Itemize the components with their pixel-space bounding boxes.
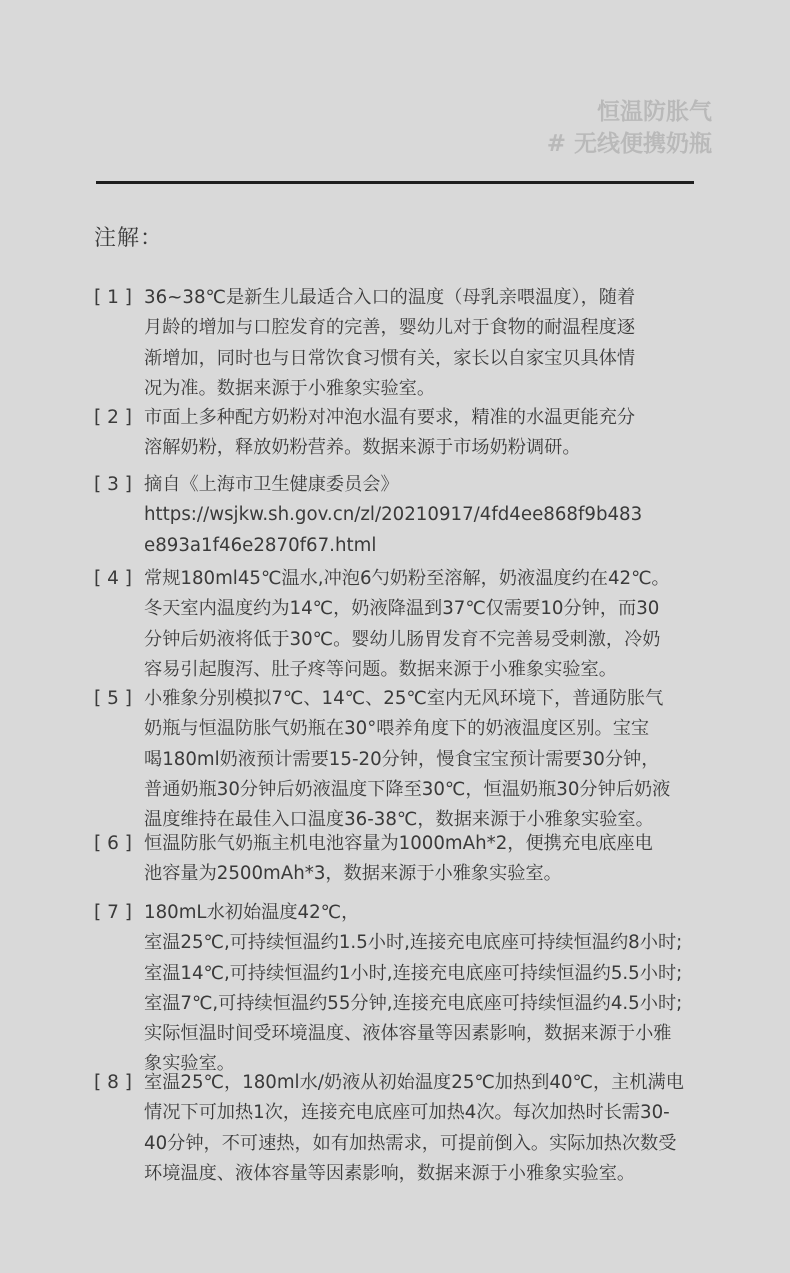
- note-line: 摘自《上海市卫生健康委员会》: [144, 474, 399, 495]
- note-number: [ 1 ]: [94, 287, 132, 308]
- note-line: 环境温度、液体容量等因素影响，数据来源于小雅象实验室。: [144, 1162, 636, 1184]
- note-line: 常规180ml45℃温水,冲泡6勺奶粉至溶解，奶液温度约在42℃。: [144, 568, 670, 589]
- note-line: 普通奶瓶30分钟后奶液温度下降至30℃，恒温奶瓶30分钟后奶液: [144, 778, 671, 800]
- note-line: 分钟后奶液将低于30℃。婴幼儿肠胃发育不完善易受刺激，冷奶: [144, 628, 661, 650]
- note-line: 象实验室。: [144, 1053, 235, 1075]
- note-line: 室温7℃,可持续恒温约55分钟,连接充电底座可持续恒温约4.5小时;: [144, 992, 683, 1014]
- note-number: [ 3 ]: [94, 474, 132, 495]
- header-divider: [96, 181, 694, 184]
- note-number: [ 2 ]: [94, 407, 132, 428]
- note-line: 奶瓶与恒温防胀气奶瓶在30°喂养角度下的奶液温度区别。宝宝: [144, 718, 650, 740]
- note-line: 容易引起腹泻、肚子疼等问题。数据来源于小雅象实验室。: [144, 658, 617, 680]
- note-text: [144, 684, 749, 835]
- note-line: 况为准。数据来源于小雅象实验室。: [144, 377, 436, 399]
- note-line: 40分钟，不可速热，如有加热需求，可提前倒入。实际加热次数受: [144, 1132, 677, 1154]
- brand-header: [547, 96, 712, 160]
- note-line: 溶解奶粉，释放奶粉营养。数据来源于市场奶粉调研。: [144, 437, 581, 459]
- note-line: 小雅象分别模拟7℃、14℃、25℃室内无风环境下，普通防胀气: [144, 688, 664, 709]
- note-line: 室温14℃,可持续恒温约1小时,连接充电底座可持续恒温约5.5小时;: [144, 962, 683, 984]
- brand-title: 恒温防胀气: [597, 99, 712, 125]
- note-text: [144, 470, 749, 561]
- note-line: 36~38℃是新生儿最适合入口的温度（母乳亲喂温度），随着: [144, 287, 636, 308]
- note-text: [144, 403, 749, 464]
- note-line: 实际恒温时间受环境温度、液体容量等因素影响，数据来源于小雅: [144, 1023, 672, 1045]
- note-line: 室温25℃，180ml水/奶液从初始温度25℃加热到40℃，主机满电: [144, 1072, 684, 1093]
- note-line: 池容量为2500mAh*3，数据来源于小雅象实验室。: [144, 863, 562, 885]
- brand-subtitle: # 无线便携奶瓶: [546, 131, 712, 157]
- note-line: 市面上多种配方奶粉对冲泡水温有要求，精准的水温更能充分: [144, 407, 636, 428]
- note-text: [144, 1068, 749, 1189]
- note-text: [144, 829, 749, 890]
- note-text: [144, 283, 749, 404]
- note-number: [ 6 ]: [94, 833, 132, 854]
- note-link: e893a1f46e2870f67.html: [144, 534, 377, 556]
- note-number: [ 5 ]: [94, 688, 132, 709]
- note-line: 室温25℃,可持续恒温约1.5小时,连接充电底座可持续恒温约8小时;: [144, 932, 683, 954]
- note-line: 渐增加，同时也与日常饮食习惯有关，家长以自家宝贝具体情: [144, 347, 636, 369]
- note-number: [ 7 ]: [94, 902, 132, 923]
- note-link: https://wsjkw.sh.gov.cn/zl/20210917/4fd4ee868f9b483: [144, 504, 643, 526]
- note-line: 喝180ml奶液预计需要15-20分钟，慢食宝宝预计需要30分钟，: [144, 748, 660, 770]
- note-line: 冬天室内温度约为14℃，奶液降温到37℃仅需要10分钟，而30: [144, 598, 660, 620]
- note-number: [ 8 ]: [94, 1072, 132, 1093]
- note-line: 情况下可加热1次，连接充电底座可加热4次。每次加热时长需30-: [144, 1102, 670, 1124]
- notes-heading: 注解：: [94, 226, 164, 251]
- note-line: 月龄的增加与口腔发育的完善，婴幼儿对于食物的耐温程度逐: [144, 317, 636, 339]
- note-number: [ 4 ]: [94, 568, 132, 589]
- note-line: 恒温防胀气奶瓶主机电池容量为1000mAh*2，便携充电底座电: [144, 833, 653, 854]
- note-text: [144, 898, 749, 1080]
- note-line: 180mL水初始温度42℃，: [144, 902, 360, 923]
- note-line: 温度维持在最佳入口温度36-38℃，数据来源于小雅象实验室。: [144, 809, 654, 831]
- note-text: [144, 564, 749, 685]
